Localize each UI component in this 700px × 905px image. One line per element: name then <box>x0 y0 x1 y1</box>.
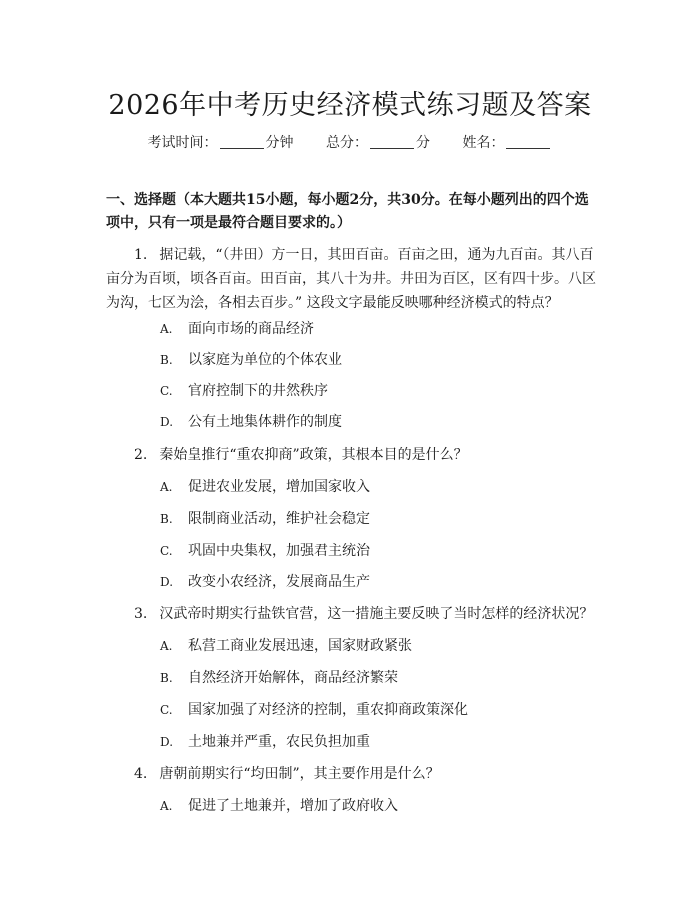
option-letter: B. <box>160 671 173 685</box>
question-text: 汉武帝时期实行盐铁官营，这一措施主要反映了当时怎样的经济状况？ <box>159 606 594 622</box>
option-letter: D. <box>160 415 174 429</box>
option-3c[interactable] <box>160 699 468 719</box>
question-1 <box>106 243 596 315</box>
exam-time-label: 考试时间： <box>147 135 218 151</box>
question-text: 据记载，“（井田）方一日，其田百亩。百亩之田，通为九百亩。其八百亩分为百顷，顷各百亩。田百亩，其八十为井。井田为百区，区有四十步。八区为沟，七区为浍，各相去百步。” 这段文字最能反映哪种经济模式的特点？ <box>106 247 596 311</box>
option-letter: B. <box>160 512 173 526</box>
option-2c[interactable] <box>160 540 370 560</box>
question-3 <box>106 602 596 626</box>
total-score-blank[interactable] <box>370 134 414 149</box>
option-text: 土地兼并严重，农民负担加重 <box>188 734 370 750</box>
name-field <box>462 135 552 151</box>
option-text: 改变小农经济，发展商品生产 <box>188 574 370 590</box>
option-letter: A. <box>160 322 173 336</box>
exam-time-blank[interactable] <box>220 134 264 149</box>
option-letter: B. <box>160 353 173 367</box>
option-letter: A. <box>160 799 173 813</box>
option-letter: C. <box>160 384 173 398</box>
question-text: 唐朝前期实行“均田制”，其主要作用是什么？ <box>159 766 440 782</box>
option-letter: C. <box>160 544 173 558</box>
option-text: 自然经济开始解体，商品经济繁荣 <box>188 670 398 686</box>
option-text: 促进了土地兼并，增加了政府收入 <box>188 798 398 814</box>
option-text: 限制商业活动，维护社会稳定 <box>188 511 370 527</box>
total-score-field <box>326 135 434 151</box>
question-number: 1. <box>134 247 148 263</box>
option-1b[interactable] <box>160 349 342 369</box>
option-1a[interactable] <box>160 318 314 338</box>
option-text: 巩固中央集权，加强君主统治 <box>188 543 370 559</box>
option-letter: D. <box>160 735 174 749</box>
option-3b[interactable] <box>160 667 398 687</box>
option-letter: A. <box>160 480 173 494</box>
option-2b[interactable] <box>160 508 370 528</box>
option-text: 国家加强了对经济的控制，重农抑商政策深化 <box>188 702 468 718</box>
option-3d[interactable] <box>160 731 370 751</box>
option-4a[interactable] <box>160 795 398 815</box>
question-2 <box>106 443 596 467</box>
option-letter: C. <box>160 703 173 717</box>
question-number: 3. <box>134 606 148 622</box>
option-text: 公有土地集体耕作的制度 <box>188 414 342 430</box>
option-2d[interactable] <box>160 571 370 591</box>
option-text: 私营工商业发展迅速，国家财政紧张 <box>188 638 412 654</box>
option-letter: D. <box>160 575 174 589</box>
question-4 <box>106 762 596 786</box>
name-blank[interactable] <box>506 134 550 149</box>
option-text: 面向市场的商品经济 <box>188 321 314 337</box>
option-1c[interactable] <box>160 380 328 400</box>
exam-meta <box>0 132 700 152</box>
option-1d[interactable] <box>160 411 342 431</box>
option-letter: A. <box>160 639 173 653</box>
section-heading: 一、选择题（本大题共15小题，每小题2分，共30分。在每小题列出的四个选项中，只有一项是最符合题目要求的。） <box>106 192 589 231</box>
exam-time-unit: 分钟 <box>265 135 294 151</box>
page-title: 2026年中考历史经济模式练习题及答案 <box>108 90 592 121</box>
option-2a[interactable] <box>160 476 370 496</box>
name-label: 姓名： <box>462 135 505 151</box>
question-text: 秦始皇推行“重农抑商”政策，其根本目的是什么？ <box>159 447 468 463</box>
option-text: 以家庭为单位的个体农业 <box>188 352 342 368</box>
total-score-label: 总分： <box>326 135 368 151</box>
option-text: 促进农业发展，增加国家收入 <box>188 479 370 495</box>
question-number: 4. <box>134 766 148 782</box>
option-3a[interactable] <box>160 635 412 655</box>
option-text: 官府控制下的井然秩序 <box>188 383 328 399</box>
exam-time-field <box>148 135 298 151</box>
question-number: 2. <box>134 447 148 463</box>
total-score-unit: 分 <box>416 135 430 151</box>
